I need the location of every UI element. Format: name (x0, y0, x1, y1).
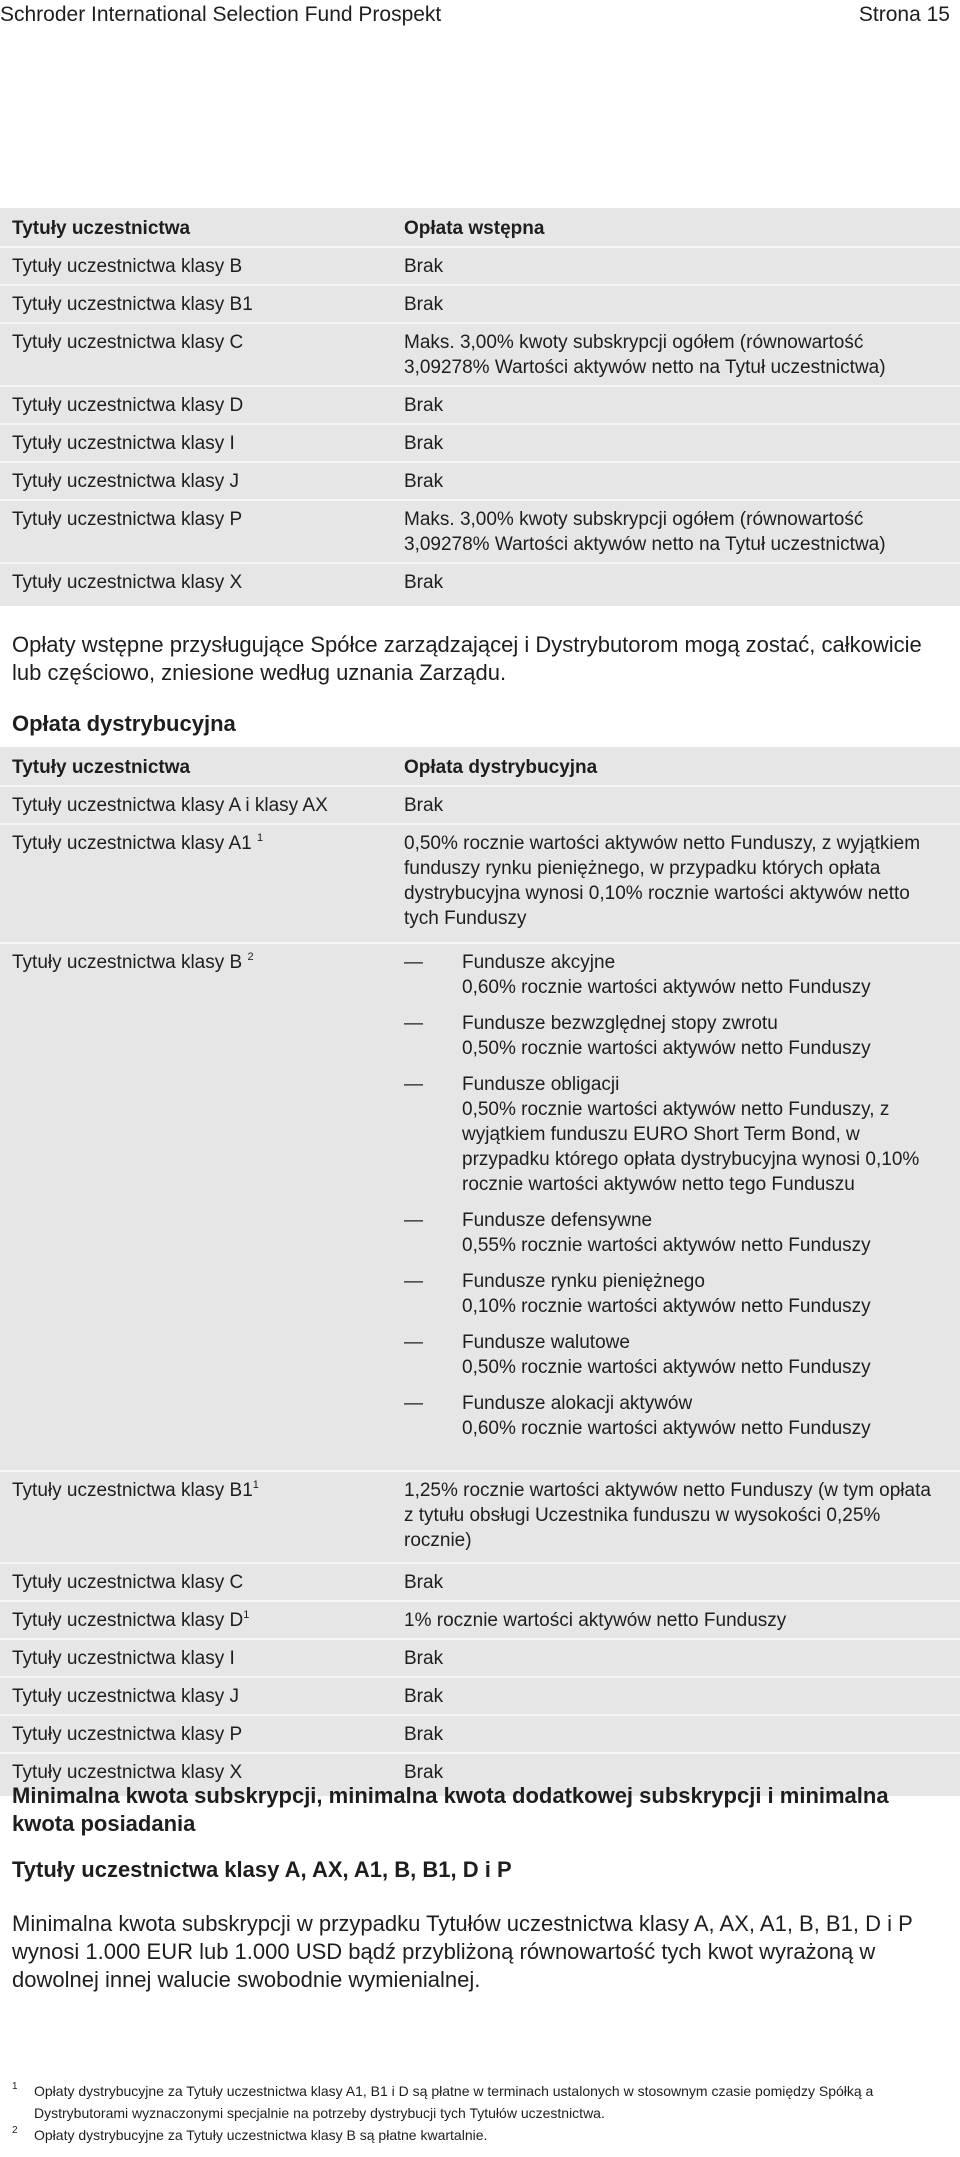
table-row (0, 463, 960, 501)
table-row (0, 324, 960, 387)
share-class-cell (12, 1478, 259, 1503)
share-class-cell: Tytuły uczestnictwa klasy P (12, 1724, 243, 1745)
distribution-fee-heading: Opłata dystrybucyjna (12, 711, 236, 736)
fund-type-name: Fundusze bezwzględnej stopy zwrotu (462, 1013, 778, 1034)
column-header-share-class: Tytuły uczestnictwa (12, 757, 191, 778)
entry-charge-cell: Brak (404, 294, 444, 315)
table-row (0, 1678, 960, 1716)
share-class-cell: Tytuły uczestnictwa klasy I (12, 433, 235, 454)
table-row (0, 944, 960, 1472)
table-row (0, 286, 960, 324)
table-row (0, 1716, 960, 1754)
share-class-label: Tytuły uczestnictwa klasy A1 (12, 833, 252, 854)
fund-type-name: Fundusze obligacji (462, 1074, 620, 1095)
table-row (0, 825, 960, 944)
fund-type-name: Fundusze defensywne (462, 1210, 653, 1231)
list-item (404, 1072, 944, 1197)
entry-charge-table (0, 208, 960, 606)
fund-type-fee: 0,10% rocznie wartości aktywów netto Funduszy (462, 1296, 871, 1317)
list-item (404, 1330, 944, 1380)
fund-type-fee: 0,50% rocznie wartości aktywów netto Funduszy, z wyjątkiem funduszu EURO Short Term Bond, w przypadku którego opłata dystrybucyjna wynosi 0,10% rocznie wartości aktywów netto tego Funduszu (462, 1099, 920, 1195)
column-header-share-class: Tytuły uczestnictwa (12, 218, 191, 239)
entry-charge-cell: Brak (404, 256, 444, 277)
fund-type-name: Fundusze walutowe (462, 1332, 630, 1353)
entry-charge-cell: Brak (404, 433, 444, 454)
table-row (0, 501, 960, 564)
list-item (404, 1011, 944, 1061)
dash-bullet: — (404, 1074, 423, 1095)
dash-bullet: — (404, 1013, 423, 1034)
fund-type-fee: 0,60% rocznie wartości aktywów netto Funduszy (462, 977, 871, 998)
footnote-ref: 1 (252, 1479, 259, 1491)
share-class-cell: Tytuły uczestnictwa klasy P (12, 509, 243, 530)
share-class-cell: Tytuły uczestnictwa klasy X (12, 1762, 243, 1783)
distribution-fee-cell: Brak (404, 1648, 444, 1669)
table-row (0, 1640, 960, 1678)
distribution-fee-cell: 1,25% rocznie wartości aktywów netto Funduszy (w tym opłata z tytułu obsługi Uczestnika funduszu w wysokości 0,25% rocznie) (404, 1480, 931, 1551)
footnote-text: Opłaty dystrybucyjne za Tytuły uczestnictwa klasy B są płatne kwartalnie. (34, 2127, 488, 2143)
dash-bullet: — (404, 952, 423, 973)
distribution-fee-cell: Brak (404, 1724, 444, 1745)
share-class-label: Tytuły uczestnictwa klasy B (12, 952, 243, 973)
entry-charge-cell: Maks. 3,00% kwoty subskrypcji ogółem (równowartość 3,09278% Wartości aktywów netto na Tytuł uczestnictwa) (404, 509, 886, 555)
distribution-fee-cell: Brak (404, 1686, 444, 1707)
distribution-fee-table (0, 747, 960, 1796)
footnote-mark: 2 (12, 2125, 18, 2136)
dash-bullet: — (404, 1210, 423, 1231)
entry-charge-cell: Brak (404, 572, 444, 593)
share-class-cell: Tytuły uczestnictwa klasy D (12, 395, 244, 416)
entry-charge-cell: Maks. 3,00% kwoty subskrypcji ogółem (równowartość 3,09278% Wartości aktywów netto na Tytuł uczestnictwa) (404, 332, 886, 378)
footnote-ref: 2 (247, 951, 254, 963)
share-class-cell: Tytuły uczestnictwa klasy I (12, 1648, 235, 1669)
document-title: Schroder International Selection Fund Prospekt (0, 3, 442, 26)
table-header (0, 747, 960, 787)
table-row (0, 787, 960, 825)
table-row (0, 425, 960, 463)
share-class-cell: Tytuły uczestnictwa klasy B1 (12, 294, 253, 315)
fund-type-fee: 0,60% rocznie wartości aktywów netto Funduszy (462, 1418, 871, 1439)
list-item (404, 950, 944, 1000)
list-item (404, 1391, 944, 1441)
table-row (0, 1564, 960, 1602)
table-row (0, 1472, 960, 1564)
fund-type-name: Fundusze alokacji aktywów (462, 1393, 693, 1414)
distribution-fee-cell: 1% rocznie wartości aktywów netto Funduszy (404, 1610, 787, 1631)
minimum-amounts-heading: Minimalna kwota subskrypcji, minimalna kwota dodatkowej subskrypcji i minimalna kwota posiadania (12, 1783, 889, 1836)
fund-type-fee-list (404, 950, 944, 1441)
fund-type-name: Fundusze akcyjne (462, 952, 616, 973)
footnotes (12, 2080, 942, 2146)
footnote-text: Opłaty dystrybucyjne za Tytuły uczestnictwa klasy A1, B1 i D są płatne w terminach ustalonych w stosownym czasie pomiędzy Spółką a Dystrybutorami wyznaczonymi specjalnie na potrzeby dystrybucji tych Tytułów uczestnictwa. (34, 2083, 874, 2121)
footnote (12, 2080, 942, 2124)
share-class-cell (12, 950, 254, 975)
share-class-cell: Tytuły uczestnictwa klasy C (12, 332, 244, 353)
list-item (404, 1269, 944, 1319)
distribution-fee-cell: Brak (404, 1762, 444, 1783)
distribution-fee-cell: 0,50% rocznie wartości aktywów netto Funduszy, z wyjątkiem funduszy rynku pieniężnego, w przypadku których opłata dystrybucyjna wynosi 0,10% rocznie wartości aktywów netto tych Funduszy (404, 833, 921, 929)
page-number: Strona 15 (858, 3, 950, 26)
footnote-ref: 1 (243, 1609, 250, 1621)
minimum-amounts-text: Minimalna kwota subskrypcji w przypadku Tytułów uczestnictwa klasy A, AX, A1, B, B1, D i P wynosi 1.000 EUR lub 1.000 USD bądź przybliżoną równowartość tych kwot wyrażoną w dowolnej innej walucie swobodnie wymienialnej. (12, 1911, 913, 1992)
table-header (0, 208, 960, 248)
dash-bullet: — (404, 1271, 423, 1292)
share-class-cell: Tytuły uczestnictwa klasy X (12, 572, 243, 593)
share-class-cell (12, 831, 263, 856)
dash-bullet: — (404, 1332, 423, 1353)
share-class-label: Tytuły uczestnictwa klasy D (12, 1610, 244, 1631)
footnote-mark: 1 (12, 2081, 18, 2092)
table-row (0, 1602, 960, 1640)
fund-type-fee: 0,50% rocznie wartości aktywów netto Funduszy (462, 1038, 871, 1059)
table-row (0, 248, 960, 286)
dash-bullet: — (404, 1393, 423, 1414)
share-class-cell: Tytuły uczestnictwa klasy J (12, 1686, 240, 1707)
footnote-ref: 1 (257, 832, 264, 844)
table-row (0, 564, 960, 606)
share-class-cell: Tytuły uczestnictwa klasy C (12, 1572, 244, 1593)
entry-charge-cell: Brak (404, 471, 444, 492)
footnote (12, 2124, 942, 2146)
share-class-cell: Tytuły uczestnictwa klasy A i klasy AX (12, 795, 328, 816)
share-class-cell (12, 1608, 249, 1633)
fund-type-name: Fundusze rynku pieniężnego (462, 1271, 705, 1292)
table-row (0, 387, 960, 425)
entry-charge-cell: Brak (404, 395, 444, 416)
distribution-fee-cell: Brak (404, 795, 444, 816)
minimum-amounts-subheading: Tytuły uczestnictwa klasy A, AX, A1, B, B1, D i P (12, 1857, 512, 1882)
share-class-cell: Tytuły uczestnictwa klasy B (12, 256, 243, 277)
fund-type-fee: 0,55% rocznie wartości aktywów netto Funduszy (462, 1235, 871, 1256)
share-class-cell: Tytuły uczestnictwa klasy J (12, 471, 240, 492)
column-header-distribution-fee: Opłata dystrybucyjna (404, 757, 598, 778)
fund-type-fee: 0,50% rocznie wartości aktywów netto Funduszy (462, 1357, 871, 1378)
entry-charge-note: Opłaty wstępne przysługujące Spółce zarządzającej i Dystrybutorom mogą zostać, całkowicie lub częściowo, zniesione według uznania Zarządu. (12, 632, 922, 685)
list-item (404, 1208, 944, 1258)
distribution-fee-cell: Brak (404, 1572, 444, 1593)
share-class-label: Tytuły uczestnictwa klasy B1 (12, 1480, 253, 1501)
column-header-entry-charge: Opłata wstępna (404, 218, 545, 239)
page-header (0, 0, 960, 30)
